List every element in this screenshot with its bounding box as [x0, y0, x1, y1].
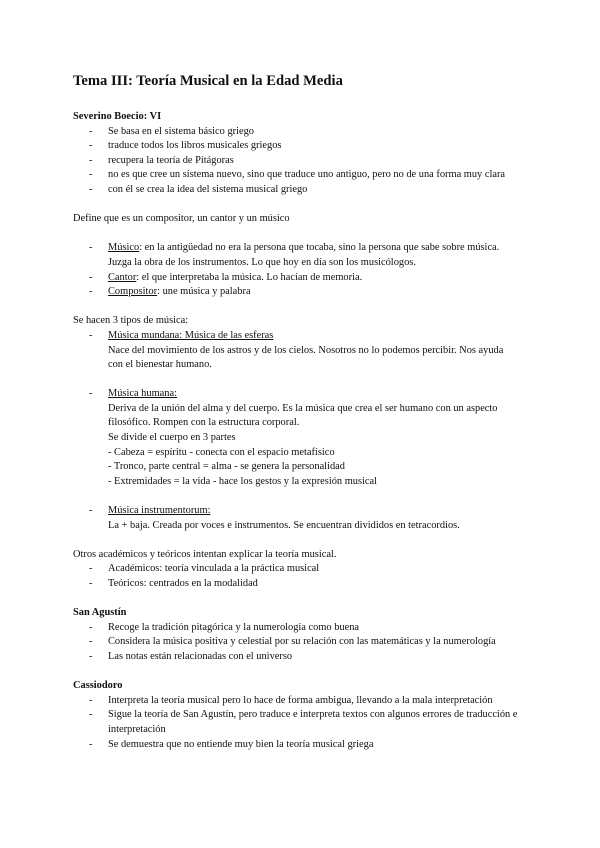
- casiodoro-list: [73, 694, 520, 752]
- page-title: Tema III: Teoría Musical en la Edad Media: [73, 73, 343, 89]
- term-cantor: Cantor: [108, 271, 137, 283]
- boecio-heading: Severino Boecio: VI: [73, 111, 162, 122]
- humana-text: - Tronco, parte central = alma - se genera la personalidad: [108, 461, 345, 473]
- term-cantor-text: : el que interpretaba la música. Lo hacían de memoria.: [136, 271, 363, 283]
- otros-intro: Otros académicos y teóricos intentan explicar la teoría musical.: [73, 548, 337, 560]
- list-item: [73, 504, 520, 533]
- list-item: - Sigue la teoría de San Agustín, pero traduce e interpreta textos con algunos errores de traducción e interpretación: [73, 708, 520, 737]
- tipos-intro: Se hacen 3 tipos de música:: [73, 315, 189, 327]
- agustin-list: [73, 621, 520, 665]
- instrumentorum-heading: Música instrumentorum:: [108, 505, 211, 517]
- list-item: - Considera la música positiva y celestial por su relación con las matemáticas y la numerología: [73, 635, 520, 650]
- list-item: [73, 387, 520, 489]
- humana-text: Deriva de la unión del alma y del cuerpo. Es la música que crea el ser humano con un aspecto filosófico. Rompen con la estructura corporal.: [108, 402, 498, 429]
- mundana-text: Nace del movimiento de los astros y de los cielos. Nosotros no lo podemos percibir. Nos ayuda con el bienestar humano.: [108, 344, 504, 371]
- list-item: - Se demuestra que no entiende muy bien la teoría musical griega: [73, 738, 520, 753]
- instrumentorum-text: La + baja. Creada por voces e instrumentos. Se encuentran divididos en tetracordios.: [108, 519, 460, 531]
- list-item: - Interpreta la teoría musical pero lo hace de forma ambigua, llevando a la mala interpretación: [73, 694, 520, 709]
- list-item: [73, 271, 520, 286]
- term-musico-text: : en la antigüedad no era la persona que tocaba, sino la persona que sabe sobre música. Juzga la obra de los instrumentos. Lo que hoy en día son los musicólogos.: [108, 242, 500, 268]
- humana-text: Se divide el cuerpo en 3 partes: [108, 432, 236, 444]
- list-item: - Académicos: teoría vinculada a la práctica musical: [73, 562, 520, 577]
- humana-text: - Extremidades = la vida - hace los gestos y la expresión musical: [108, 475, 378, 487]
- agustin-heading: San Agustín: [73, 607, 127, 619]
- term-compositor-text: : une música y palabra: [157, 286, 251, 298]
- mundana-heading: Música mundana: Música de las esferas: [108, 329, 274, 341]
- tipos-list: [73, 329, 520, 373]
- list-item: - Se basa en el sistema básico griego: [73, 125, 520, 140]
- list-item: [73, 329, 520, 373]
- list-item: - recupera la teoría de Pitágoras: [73, 154, 520, 169]
- list-item: - no es que cree un sistema nuevo, sino que traduce uno antiguo, pero no de una forma muy clara: [73, 168, 520, 183]
- define-list: [73, 241, 520, 299]
- list-item: [73, 241, 520, 270]
- list-item: [73, 285, 520, 300]
- define-intro: Define que es un compositor, un cantor y un músico: [73, 213, 290, 225]
- humana-list: [73, 387, 520, 489]
- list-item: - Recoge la tradición pitagórica y la numerología como buena: [73, 621, 520, 636]
- casiodoro-heading: Cassiodoro: [73, 680, 123, 692]
- boecio-list: [73, 125, 520, 198]
- list-item: - traduce todos los libros musicales griegos: [73, 139, 520, 154]
- term-musico: Músico: [108, 242, 140, 254]
- list-item: - Teóricos: centrados en la modalidad: [73, 577, 520, 592]
- instrumentorum-list: [73, 504, 520, 533]
- list-item: - Las notas están relacionadas con el universo: [73, 650, 520, 665]
- otros-list: [73, 562, 520, 591]
- term-compositor: Compositor: [108, 286, 158, 298]
- humana-text: - Cabeza = espíritu - conecta con el espacio metafísico: [108, 446, 335, 458]
- list-item: - con él se crea la idea del sistema musical griego: [73, 183, 520, 198]
- humana-heading: Música humana:: [108, 388, 177, 400]
